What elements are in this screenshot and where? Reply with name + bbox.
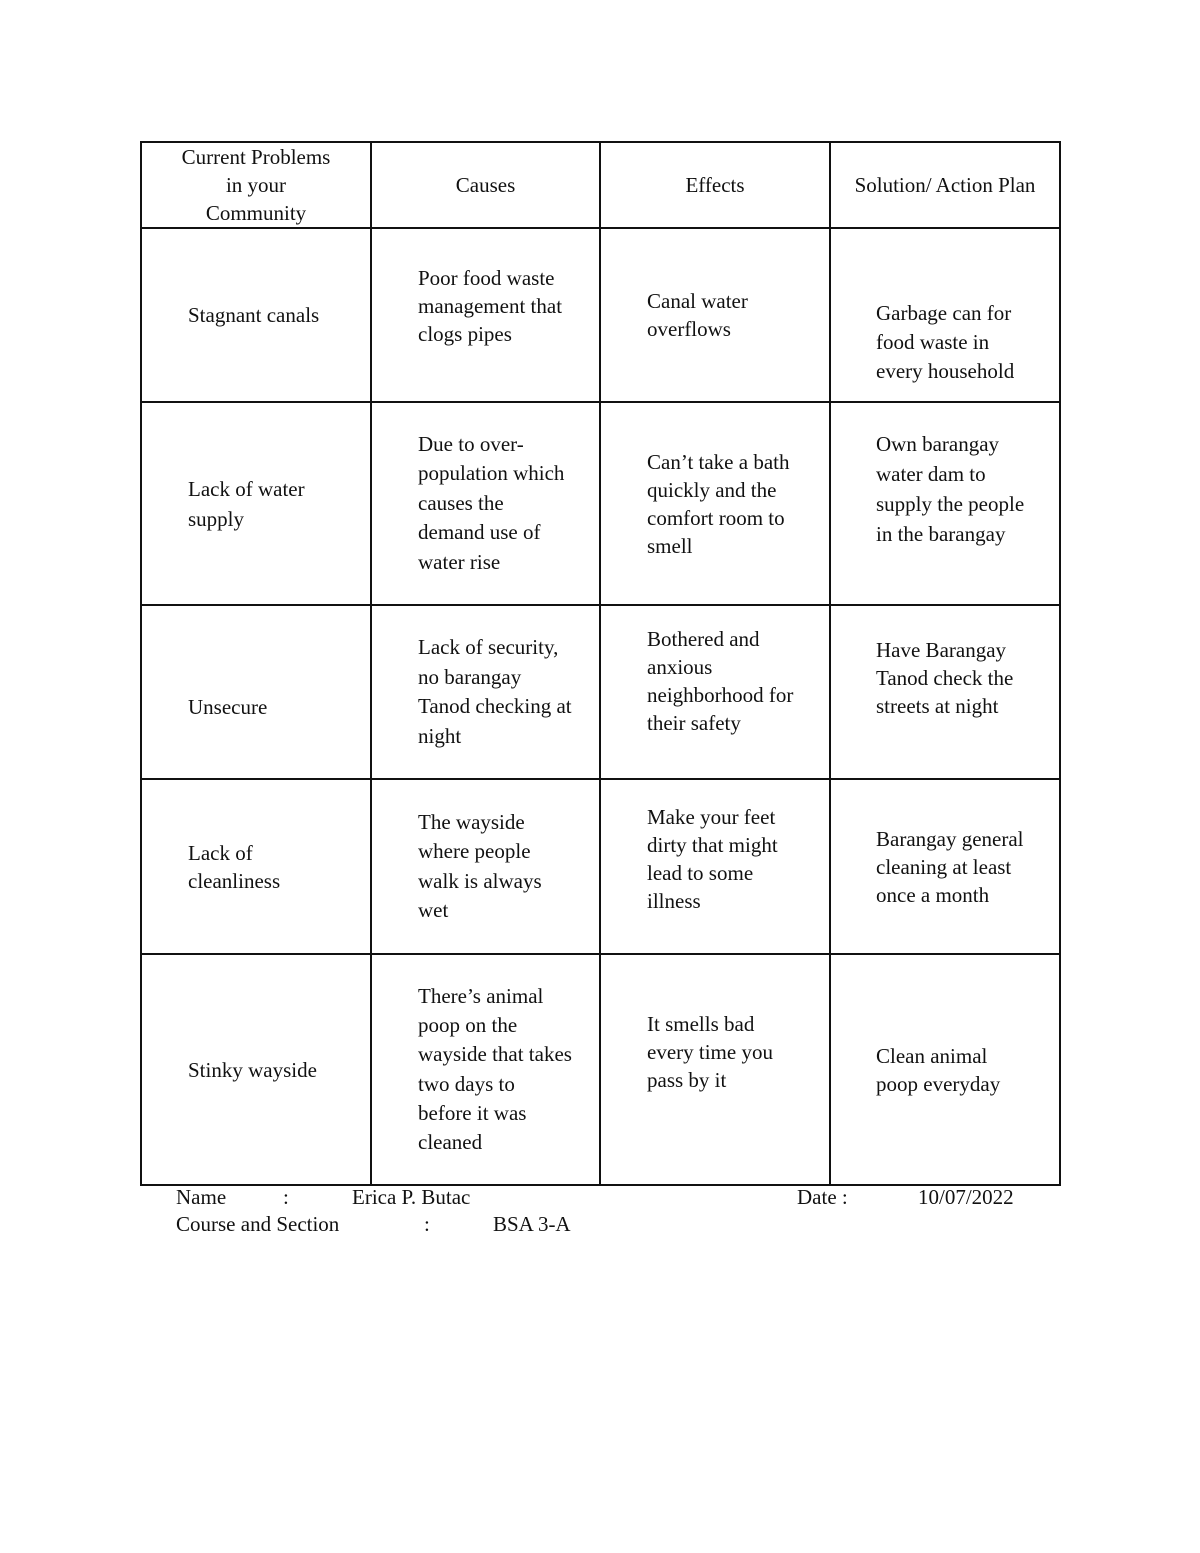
effect-cell	[600, 779, 830, 954]
cause-text: The wayside where people walk is always wet	[418, 809, 542, 922]
effect-cell	[600, 228, 830, 402]
header-causes-label: Causes	[455, 173, 516, 197]
cause-cell	[371, 954, 600, 1185]
effect-cell	[600, 605, 830, 779]
solution-text: Garbage can for food waste in every household	[876, 300, 1015, 383]
header-causes	[371, 142, 600, 228]
effect-text: Make your feet dirty that might lead to some illness	[647, 804, 778, 913]
header-effects	[600, 142, 830, 228]
header-solution-label: Solution/ Action Plan	[854, 173, 1036, 197]
date-label: Date :	[797, 1185, 848, 1209]
effect-text: Bothered and anxious neighborhood for their safety	[647, 627, 794, 735]
problem-text: Stagnant canals	[188, 303, 320, 327]
course-value: BSA 3-A	[493, 1212, 571, 1236]
header-current-problems	[141, 142, 371, 228]
table-row	[141, 228, 1060, 402]
header-current-problems-label: Current Problems in your Community	[181, 145, 331, 225]
effect-text: Canal water overflows	[647, 289, 748, 341]
cause-cell	[371, 402, 600, 605]
cause-text: Due to over- population which causes the demand use of water rise	[418, 431, 565, 574]
solution-text: Own barangay water dam to supply the people in the barangay	[876, 431, 1025, 546]
problem-cell	[141, 954, 371, 1185]
solution-cell	[830, 228, 1060, 402]
problem-cell	[141, 402, 371, 605]
problem-text: Unsecure	[188, 695, 268, 719]
problem-cell	[141, 779, 371, 954]
cause-text: There’s animal poop on the wayside that takes two days to before it was cleaned	[418, 983, 572, 1155]
cause-cell	[371, 779, 600, 954]
solution-cell	[830, 954, 1060, 1185]
course-label: Course and Section	[176, 1212, 340, 1236]
table-header-row	[141, 142, 1060, 228]
table-row	[141, 779, 1060, 954]
problem-text: Stinky wayside	[188, 1057, 317, 1082]
cause-text: Lack of security, no barangay Tanod checking at night	[418, 635, 572, 748]
cause-cell	[371, 228, 600, 402]
cause-cell	[371, 605, 600, 779]
course-colon: :	[424, 1212, 430, 1236]
table-row	[141, 605, 1060, 779]
header-solution	[830, 142, 1060, 228]
solution-text: Clean animal poop everyday	[876, 1043, 1001, 1096]
problems-table	[140, 141, 1061, 1186]
name-value: Erica P. Butac	[352, 1185, 471, 1209]
problem-cell	[141, 605, 371, 779]
solution-cell	[830, 402, 1060, 605]
solution-text: Barangay general cleaning at least once a month	[876, 826, 1024, 907]
effect-text: Can’t take a bath quickly and the comfort room to smell	[647, 449, 790, 558]
effect-cell	[600, 954, 830, 1185]
effect-text: It smells bad every time you pass by it	[647, 1011, 773, 1092]
header-effects-label: Effects	[685, 173, 745, 197]
table-row	[141, 402, 1060, 605]
name-colon: :	[283, 1185, 289, 1209]
table-row	[141, 954, 1060, 1185]
problem-text: Lack of water supply	[188, 476, 305, 531]
effect-cell	[600, 402, 830, 605]
problem-text: Lack of cleanliness	[188, 840, 281, 893]
solution-text: Have Barangay Tanod check the streets at night	[876, 638, 1014, 718]
name-label: Name	[176, 1185, 227, 1209]
solution-cell	[830, 779, 1060, 954]
problem-cell	[141, 228, 371, 402]
solution-cell	[830, 605, 1060, 779]
cause-text: Poor food waste management that clogs pipes	[418, 266, 563, 346]
date-value: 10/07/2022	[918, 1185, 1014, 1209]
